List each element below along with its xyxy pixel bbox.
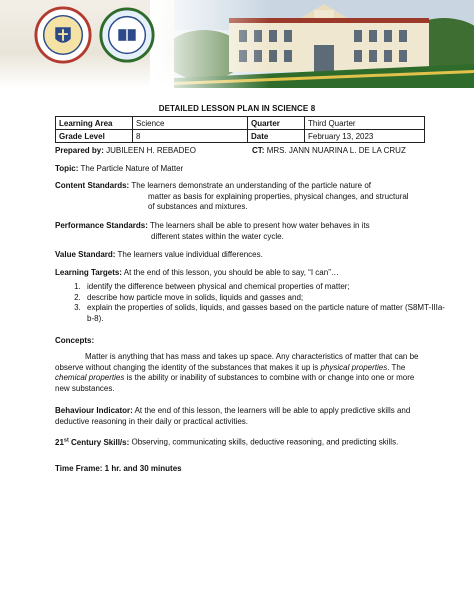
value-standard-label: Value Standard:	[55, 250, 116, 259]
century-skills-value: Observing, communicating skills, deductive reasoning, and predicting skills.	[131, 437, 399, 447]
topic-label: Topic:	[55, 164, 79, 173]
century-skills-label-text: Century Skill/s:	[68, 437, 130, 447]
value-standard-value: The learners value individual differences.	[117, 250, 263, 259]
concepts-text-a: Matter is anything that has mass and takes up space. Any characteristics of matter that can be observe without changing the identity of the substances that makes it up is	[55, 352, 419, 372]
prepared-by-label: Prepared by:	[55, 146, 104, 155]
value-standard-line	[55, 250, 425, 261]
behaviour-indicator	[55, 406, 425, 427]
behaviour-indicator-label: Behaviour Indicator:	[55, 406, 133, 415]
list-item: 1. identify the difference between physical and chemical properties of matter;	[83, 282, 448, 293]
concepts-label: Concepts:	[55, 336, 95, 345]
document-title: DETAILED LESSON PLAN IN SCIENCE 8	[158, 104, 316, 113]
content-standards-label: Content Standards:	[55, 181, 130, 190]
grade-level-value: 8	[133, 130, 248, 143]
content-standards	[55, 181, 425, 213]
lesson-info-table	[55, 116, 425, 143]
topic-line	[55, 164, 425, 175]
content-standards-text3: of substances and mixtures.	[148, 202, 248, 211]
table-row	[56, 117, 425, 130]
grade-level-label: Grade Level	[56, 130, 133, 143]
century-skills-label	[55, 438, 129, 447]
learning-targets-line	[55, 268, 425, 279]
concepts-text-b: . The	[387, 362, 406, 372]
ct-label: CT:	[252, 146, 265, 155]
university-seal-logo	[34, 6, 92, 64]
performance-standards-label: Performance Standards:	[55, 221, 148, 230]
performance-standards-text1: The learners shall be able to present how water behaves in its	[150, 221, 370, 230]
century-skills-label-sup: st	[63, 437, 69, 443]
performance-standards-text2: different states within the water cycle.	[151, 231, 284, 241]
ct-value: MRS. JANN NUARINA L. DE LA CRUZ	[266, 146, 406, 155]
basic-education-logo	[98, 6, 156, 64]
learning-targets-list	[55, 282, 448, 324]
prepared-by-value: JUBILEEN H. REBADEO	[106, 146, 196, 155]
concepts-text-c: is the ability or inability of substances to combine with or change into one or more new substances.	[55, 373, 415, 393]
quarter-label: Quarter	[248, 117, 305, 130]
learning-targets-intro: At the end of this lesson, you should be able to say, “I can”…	[123, 268, 339, 277]
topic-value: The Particle Nature of Matter	[80, 164, 184, 173]
learning-area-value: Science	[133, 117, 248, 130]
date-value: February 13, 2023	[305, 130, 425, 143]
century-skills	[55, 435, 425, 448]
list-item: 3. explain the properties of solids, liquids, and gasses based on the particle nature of matter (S8MT-IIIa-b-8).	[83, 303, 448, 324]
table-row	[56, 130, 425, 143]
performance-standards-line1	[55, 221, 425, 232]
century-skills-label-num: 21	[55, 437, 64, 447]
learning-targets-label: Learning Targets:	[55, 268, 122, 277]
behaviour-indicator-value: At the end of this lesson, the learners will be able to apply predictive skills and deductive reasoning in their daily or practical activities.	[55, 406, 411, 426]
header-banner	[0, 0, 474, 88]
list-item: 2. describe how particle move in solids, liquids and gasses and;	[83, 293, 448, 304]
banner-fade	[150, 0, 270, 88]
concepts-paragraph	[55, 352, 425, 394]
time-frame-value: 1 hr. and 30 minutes	[104, 464, 182, 473]
date-label: Date	[248, 130, 305, 143]
concepts-chemical-properties: chemical properties	[55, 373, 125, 382]
content-standards-line1	[55, 181, 425, 192]
content-standards-text2: matter as basis for explaining properties, physical changes, and structural	[148, 191, 409, 201]
concepts-physical-properties: physical properties	[320, 362, 388, 372]
content-standards-text1: The learners demonstrate an understanding of the particle nature of	[131, 181, 372, 190]
performance-standards	[55, 221, 425, 242]
quarter-value: Third Quarter	[305, 117, 425, 130]
time-frame-line	[55, 464, 425, 475]
time-frame-label: Time Frame:	[55, 464, 103, 473]
learning-area-label: Learning Area	[56, 117, 133, 130]
ct-line	[252, 146, 432, 157]
